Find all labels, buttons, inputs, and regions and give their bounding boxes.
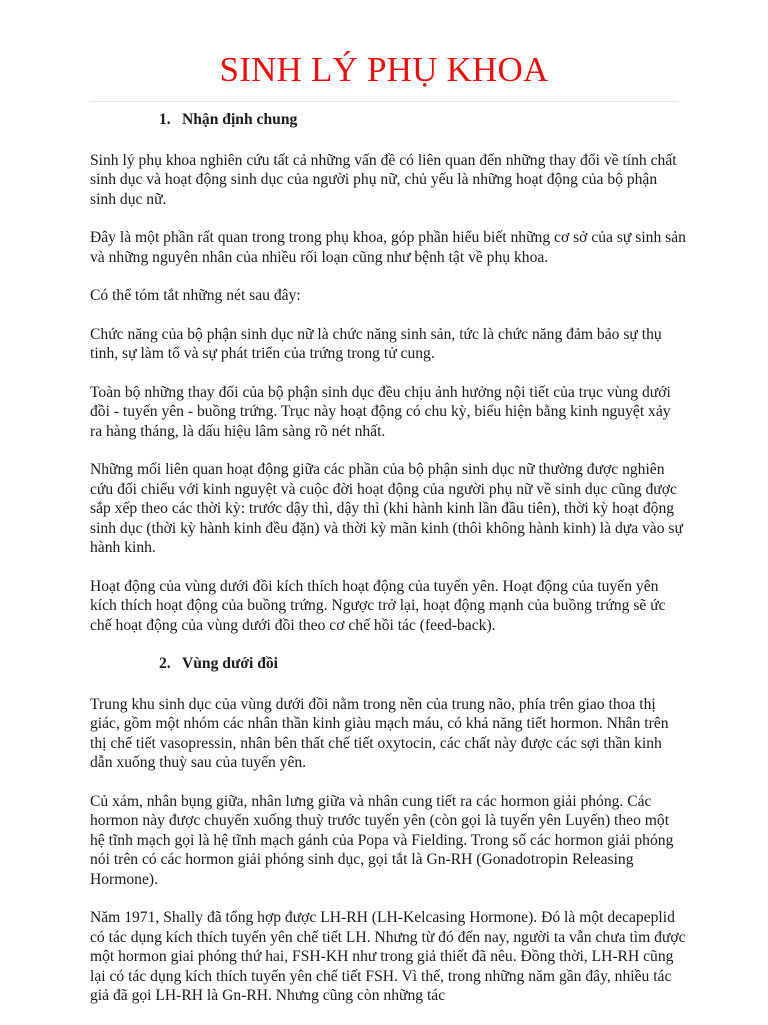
paragraph: Năm 1971, Shally đã tổng hợp được LH-RH (LH-Kelcasing Hormone). Đó là một decapeplid có tác dụng kích thích tuyến yên chế tiết LH. Nhưng từ đó đến nay, người ta vẫn chưa tìm được một hormon giai phóng thứ hai, FSH-KH như trong giả thiết đã nêu. Đồng thời, LH-RH cũng lại có tác dụng kích thích tuyến yên chế tiết FSH. Vì thế, trong những năm gần đây, nhiều tác giả đã gọi LH-RH là Gn-RH. Nhưng cũng còn những tác <box>90 909 686 1004</box>
section-heading-2 <box>159 654 686 674</box>
section-number: 1. <box>159 111 171 128</box>
paragraph: Đây là một phần rất quan trong trong phụ khoa, góp phần hiểu biết những cơ sở của sự sinh sản và những nguyên nhân của nhiều rối loạn cũng như bệnh tật về phụ khoa. <box>90 229 686 266</box>
title-divider <box>90 101 678 102</box>
paragraph: Trung khu sinh dục của vùng dưới đồi nằm trong nền của trung não, phía trên giao thoa thị giác, gồm một nhóm các nhân thần kinh giàu mạch máu, có khả năng tiết hormon. Nhân trên thị chế tiết vasopressin, nhân bên thất chế tiết oxytocin, các chất này được các sợi thần kinh dẫn xuống thuỳ sau của tuyến yên. <box>90 695 669 771</box>
paragraph: Hoạt động của vùng dưới đồi kích thích hoạt động của tuyến yên. Hoạt động của tuyến yên kích thích hoạt động của buồng trứng. Ngược trở lại, hoạt động mạnh của buồng trứng sẽ ức chế hoạt động của vùng dưới đồi theo cơ chế hồi tác (feed-back). <box>90 577 666 634</box>
section-number: 2. <box>159 655 171 672</box>
paragraph: Có thể tóm tắt những nét sau đây: <box>90 287 301 304</box>
section-title: Vùng dưới đồi <box>182 655 278 672</box>
paragraph: Sinh lý phụ khoa nghiên cứu tất cả những vấn đề có liên quan đến những thay đổi về tính chất sinh dục và hoạt động sinh dục của người phụ nữ, chủ yếu là những hoạt động của bộ phận sinh dục nữ. <box>90 151 677 208</box>
paragraph: Củ xám, nhân bụng giữa, nhân lưng giữa và nhân cung tiết ra các hormon giải phóng. Các hormon này được chuyển xuống thuỳ trước tuyến yên (còn gọi là tuyến yên Luyến) theo một hệ tĩnh mạch gọi là hệ tĩnh mạch gánh của Popa và Fielding. Trong số các hormon giải phóng nói trên có các hormon giải phóng sinh dục, gọi tắt là Gn-RH (Gonadotropin Releasing Hormone). <box>90 792 674 888</box>
document-title: SINH LÝ PHỤ KHOA <box>219 50 549 89</box>
paragraph: Toàn bộ những thay đổi của bộ phận sinh dục đều chịu ảnh hưởng nội tiết của trục vùng dưới đồi - tuyến yên - buồng trứng. Trục này hoạt động có chu kỳ, biểu hiện bằng kinh nguyệt xảy ra hàng tháng, là dấu hiệu lâm sàng rõ nét nhất. <box>90 383 671 440</box>
section-heading-1 <box>159 110 686 130</box>
paragraph: Chức năng của bộ phận sinh dục nữ là chức năng sinh sản, tức là chức năng đảm bảo sự thụ tinh, sự làm tổ và sự phát triển của trứng trong tử cung. <box>90 325 662 362</box>
paragraph: Những mối liên quan hoạt động giữa các phần của bộ phận sinh dục nữ thường được nghiên cứu đối chiếu với kinh nguyệt và cuộc đời hoạt động của người phụ nữ về sinh dục cũng được sắp xếp theo các thời kỳ: trước dậy thì, dậy thì (khi hành kinh lần đầu tiên), thời kỳ hoạt động sinh dục (thời kỳ hành kinh đều đặn) và thời kỳ mãn kinh (thôi không hành kinh) là dựa vào sự hành kinh. <box>90 461 683 556</box>
section-title: Nhận định chung <box>182 111 298 128</box>
document-body <box>90 110 686 1025</box>
